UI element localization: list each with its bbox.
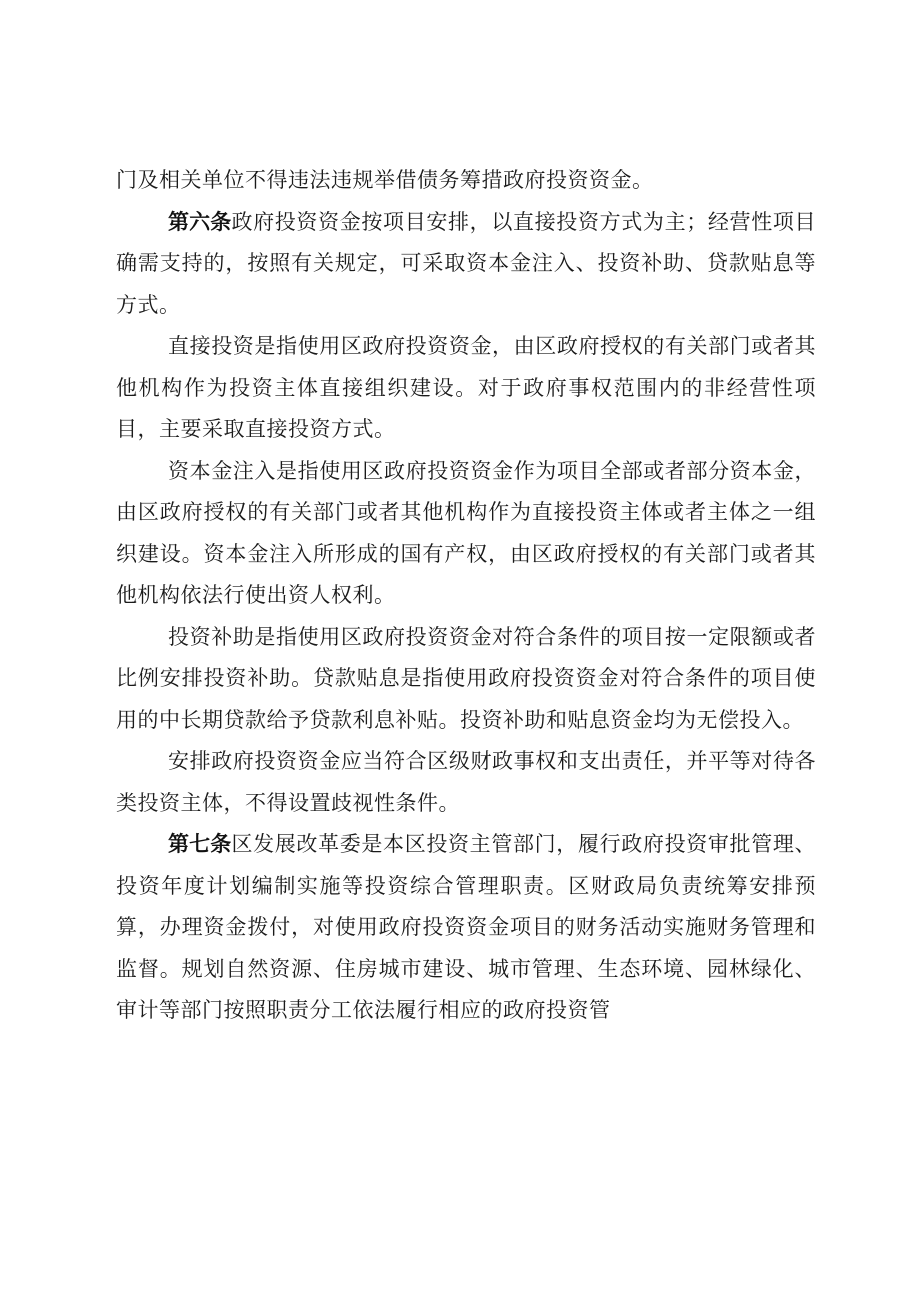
paragraph-continuation xyxy=(116,160,816,202)
paragraph-fund-arrangement xyxy=(116,741,816,824)
article-number: 第六条 xyxy=(168,209,232,234)
paragraph-capital-injection xyxy=(116,451,816,617)
paragraph-text: 资本金注入是指使用区政府投资资金作为项目全部或者部分资本金，由区政府授权的有关部门或者其他机构作为直接投资主体或者主体之一组织建设。资本金注入所形成的国有产权，由区政府授权的有关部门或者其他机构依法行使出资人权利。 xyxy=(116,458,816,607)
paragraph-article-7 xyxy=(116,824,816,1032)
paragraph-text: 门及相关单位不得违法违规举借债务筹措政府投资资金。 xyxy=(116,168,654,192)
paragraph-text: 政府投资资金按项目安排，以直接投资方式为主；经营性项目确需支持的，按照有关规定，可采取资本金注入、投资补助、贷款贴息等方式。 xyxy=(116,209,817,317)
paragraph-article-6 xyxy=(116,202,816,327)
paragraph-text: 直接投资是指使用区政府投资资金，由区政府授权的有关部门或者其他机构作为投资主体直接组织建设。对于政府事权范围内的非经营性项目，主要采取直接投资方式。 xyxy=(116,334,816,441)
paragraph-text: 区发展改革委是本区投资主管部门，履行政府投资审批管理、投资年度计划编制实施等投资综合管理职责。区财政局负责统筹安排预算，办理资金拨付，对使用政府投资资金项目的财务活动实施财务管理和监督。规划自然资源、住房城市建设、城市管理、生态环境、园林绿化、审计等部门按照职责分工依法履行相应的政府投资管 xyxy=(116,832,817,1022)
paragraph-investment-subsidy xyxy=(116,617,816,742)
article-number: 第七条 xyxy=(168,832,232,856)
paragraph-text: 安排政府投资资金应当符合区级财政事权和支出责任，并平等对待各类投资主体，不得设置歧视性条件。 xyxy=(116,749,816,815)
paragraph-text: 投资补助是指使用区政府投资资金对符合条件的项目按一定限额或者比例安排投资补助。贷款贴息是指使用政府投资资金对符合条件的项目使用的中长期贷款给予贷款利息补贴。投资补助和贴息资金均为无偿投入。 xyxy=(116,624,816,732)
paragraph-direct-investment xyxy=(116,326,816,451)
document-body xyxy=(116,160,816,1032)
